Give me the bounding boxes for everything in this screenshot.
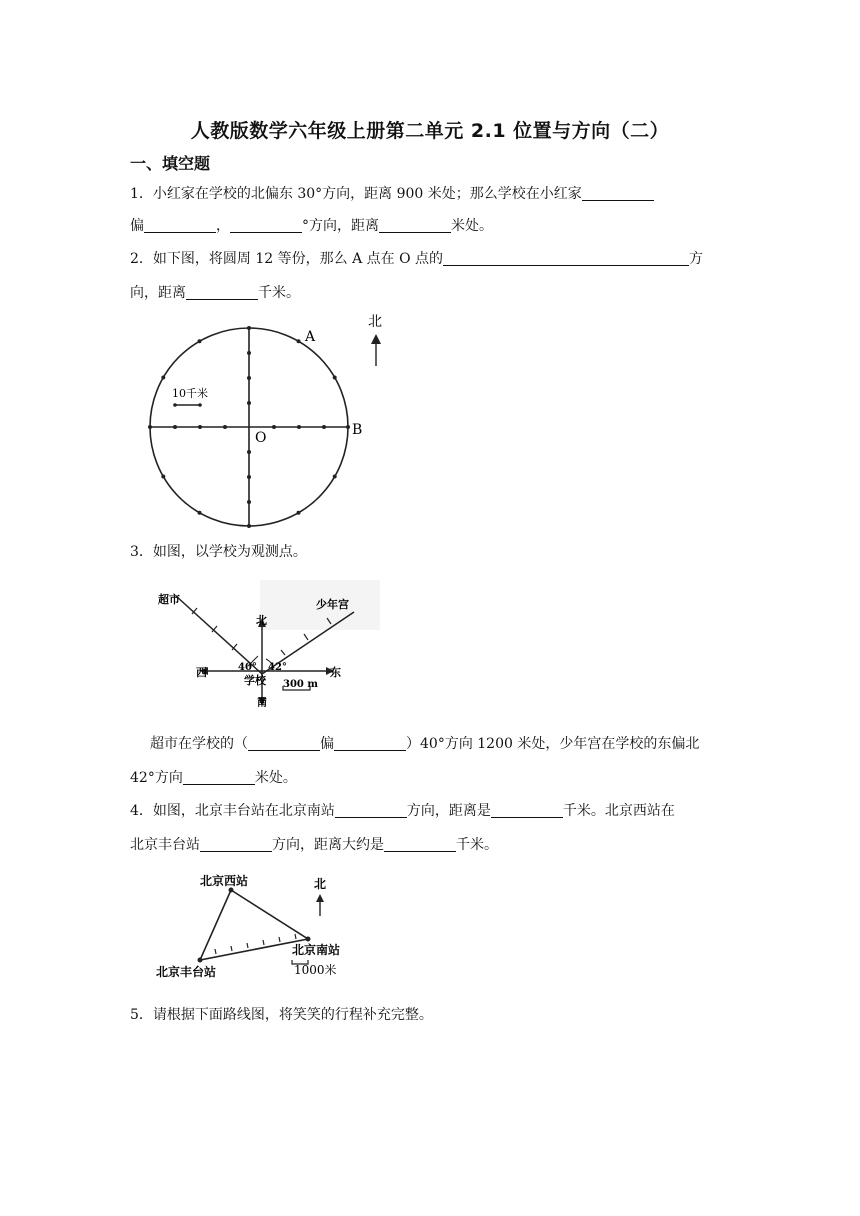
- q3-line1: 3．如图，以学校为观测点。: [130, 544, 307, 560]
- west-label: 西: [196, 666, 207, 679]
- north-label: 北: [314, 877, 327, 891]
- answer-blank[interactable]: [379, 218, 451, 233]
- q2-text: 2．如下图，将圆周 12 等份，那么 A 点在 O 点的: [130, 251, 444, 267]
- q2-text: 向，距离: [130, 285, 186, 301]
- answer-blank[interactable]: [186, 285, 258, 300]
- q2-text: 千米。: [258, 285, 300, 301]
- q4-text: 方向，距离是: [406, 803, 491, 819]
- answer-blank[interactable]: [335, 803, 407, 818]
- answer-blank[interactable]: [443, 251, 689, 266]
- q1-line1: [130, 183, 654, 203]
- q3-bearing-figure: [150, 572, 390, 712]
- scale-label: 300 m: [283, 679, 318, 690]
- north-label: 北: [368, 314, 382, 330]
- q3-text: 偏: [320, 736, 334, 752]
- south-label: 南: [257, 698, 267, 709]
- angle-right-label: 42°: [268, 662, 287, 673]
- fengtai-station-dot: [198, 958, 203, 963]
- angle-left-label: 40°: [238, 662, 257, 673]
- q2-circle-figure: [140, 306, 400, 536]
- answer-blank[interactable]: [491, 803, 563, 818]
- south-station-dot: [306, 937, 311, 942]
- north-label: 北: [256, 614, 267, 627]
- fengtai-station-label: 北京丰台站: [156, 965, 217, 979]
- supermarket-label: 超市: [158, 593, 180, 606]
- q1-line2: [130, 215, 493, 235]
- q1-text: 1．小红家在学校的北偏东 30°方向，距离 900 米处；那么学校在小红家: [130, 186, 582, 202]
- q4-text: 千米。北京西站在: [562, 803, 675, 819]
- q4-text: 北京丰台站: [130, 837, 200, 853]
- youth-palace-label: 少年宫: [316, 598, 349, 611]
- west-station-label: 北京西站: [200, 874, 249, 888]
- answer-blank[interactable]: [334, 736, 406, 751]
- answer-blank[interactable]: [144, 218, 216, 233]
- answer-blank[interactable]: [183, 770, 255, 785]
- q2-text: 方: [689, 251, 704, 267]
- point-a-label: A: [305, 329, 316, 345]
- q3-text: 超市在学校的（: [150, 736, 248, 752]
- q1-text: ，: [216, 218, 230, 234]
- q3-text: ）40°方向 1200 米处，少年宫在学校的东偏北: [406, 736, 700, 752]
- answer-blank[interactable]: [582, 186, 654, 201]
- east-label: 东: [330, 666, 341, 679]
- page-title: 人教版数学六年级上册第二单元 2.1 位置与方向（二）: [190, 120, 670, 142]
- q5-line1: 5．请根据下面路线图，将笑笑的行程补充完整。: [130, 1007, 433, 1023]
- q3-text: 米处。: [254, 770, 297, 786]
- q4-text: 方向，距离大约是: [272, 837, 384, 853]
- north-arrowhead-icon: [316, 894, 324, 902]
- q4-line1: [130, 800, 675, 820]
- q1-text: °方向，距离: [302, 218, 379, 234]
- q3-text: 42°方向: [130, 770, 183, 786]
- scale-label: 1000米: [294, 963, 337, 977]
- q3-line2: [150, 733, 699, 753]
- q4-line2: [130, 834, 498, 854]
- answer-blank[interactable]: [384, 837, 456, 852]
- point-o-label: O: [255, 430, 267, 446]
- school-label: 学校: [244, 674, 266, 687]
- section-heading: 一、填空题: [130, 154, 211, 173]
- north-arrowhead-icon: [371, 334, 381, 344]
- q4-text: 4．如图，北京丰台站在北京南站: [130, 803, 335, 819]
- q2-line1: [130, 248, 703, 268]
- answer-blank[interactable]: [248, 736, 320, 751]
- answer-blank[interactable]: [230, 218, 302, 233]
- answer-blank[interactable]: [200, 837, 272, 852]
- q1-text: 米处。: [451, 218, 493, 234]
- point-b-label: B: [352, 422, 363, 438]
- q4-station-figure: [150, 866, 370, 986]
- west-station-dot: [229, 888, 234, 893]
- q1-text: 偏: [130, 218, 144, 234]
- q3-line3: [130, 767, 297, 787]
- scale-label: 10千米: [172, 387, 208, 400]
- q2-line2: [130, 282, 300, 302]
- south-station-label: 北京南站: [292, 943, 341, 957]
- q4-text: 千米。: [456, 837, 498, 853]
